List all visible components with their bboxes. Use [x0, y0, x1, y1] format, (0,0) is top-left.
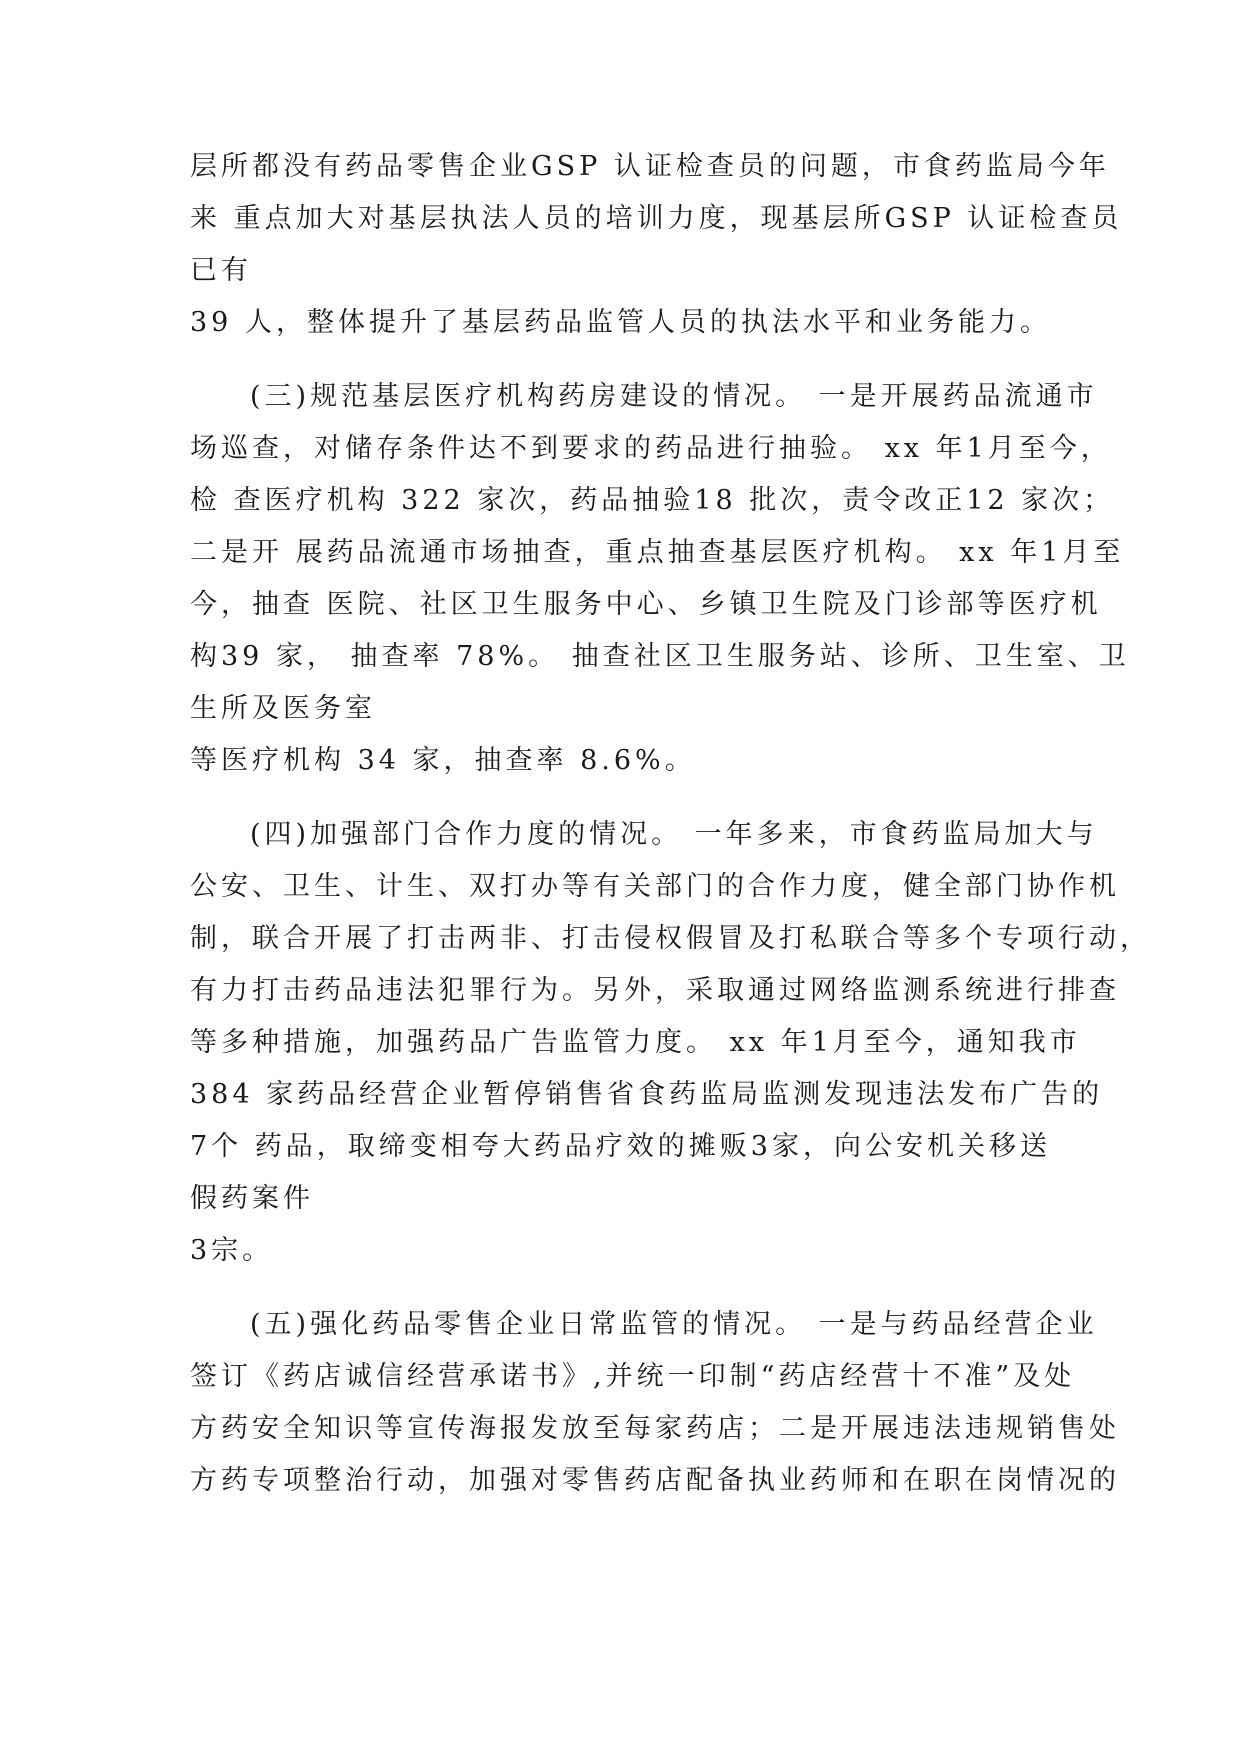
text-line: 公安、卫生、计生、双打办等有关部门的合作力度，健全部门协作机 — [190, 871, 1120, 902]
text-line: 二是开 展药品流通市场抽查，重点抽查基层医疗机构。 xx 年1月至 — [190, 537, 1125, 568]
text-line: 制，联合开展了打击两非、打击侵权假冒及打私联合等多个专项行动， — [190, 923, 1151, 954]
text-line: 方药专项整治行动，加强对零售药店配备执业药师和在职在岗情况的 — [190, 1465, 1120, 1496]
text-line: 场巡查，对储存条件达不到要求的药品进行抽验。 xx 年1月至今， — [190, 433, 1112, 464]
text-line: 有力打击药品违法犯罪行为。另外，采取通过网络监测系统进行排查 — [190, 975, 1120, 1006]
text-line: 3宗。 — [190, 1235, 274, 1266]
section-heading-line: (五)强化药品零售企业日常监管的情况。 一是与药品经营企业 — [250, 1309, 1098, 1340]
text-line: 39 人，整体提升了基层药品监管人员的执法水平和业务能力。 — [190, 307, 1051, 338]
text-line: 构39 家， 抽查率 78%。 抽查社区卫生服务站、诊所、卫生室、卫 — [190, 641, 1130, 672]
section-heading-line: (四)加强部门合作力度的情况。 一年多来，市食药监局加大与 — [250, 819, 1098, 850]
text-line: 签订《药店诚信经营承诺书》,并统一印制“药店经营十不准”及处 — [190, 1361, 1076, 1392]
text-line: 等医疗机构 34 家，抽查率 8.6%。 — [190, 745, 696, 776]
section-heading-line: (三)规范基层医疗机构药房建设的情况。 一是开展药品流通市 — [250, 381, 1098, 412]
text-line: 方药安全知识等宣传海报发放至每家药店；二是开展违法违规销售处 — [190, 1413, 1120, 1444]
text-line: 假药案件 — [190, 1183, 314, 1214]
text-line: 生所及医务室 — [190, 693, 376, 724]
text-line: 384 家药品经营企业暂停销售省食药监局监测发现违法发布广告的 — [190, 1079, 1104, 1110]
text-line: 来 重点加大对基层执法人员的培训力度，现基层所GSP 认证检查员 — [190, 203, 1123, 234]
text-line: 今，抽查 医院、社区卫生服务中心、乡镇卫生院及门诊部等医疗机 — [190, 589, 1102, 620]
text-line: 层所都没有药品零售企业GSP 认证检查员的问题，市食药监局今年 — [190, 151, 1110, 182]
text-line: 等多种措施，加强药品广告监管力度。 xx 年1月至今，通知我市 — [190, 1027, 1081, 1058]
text-line: 7个 药品，取缔变相夸大药品疗效的摊贩3家，向公安机关移送 — [190, 1131, 1051, 1162]
text-line: 已有 — [190, 255, 252, 286]
text-line: 检 查医疗机构 322 家次，药品抽验18 批次，责令改正12 家次； — [190, 485, 1115, 516]
